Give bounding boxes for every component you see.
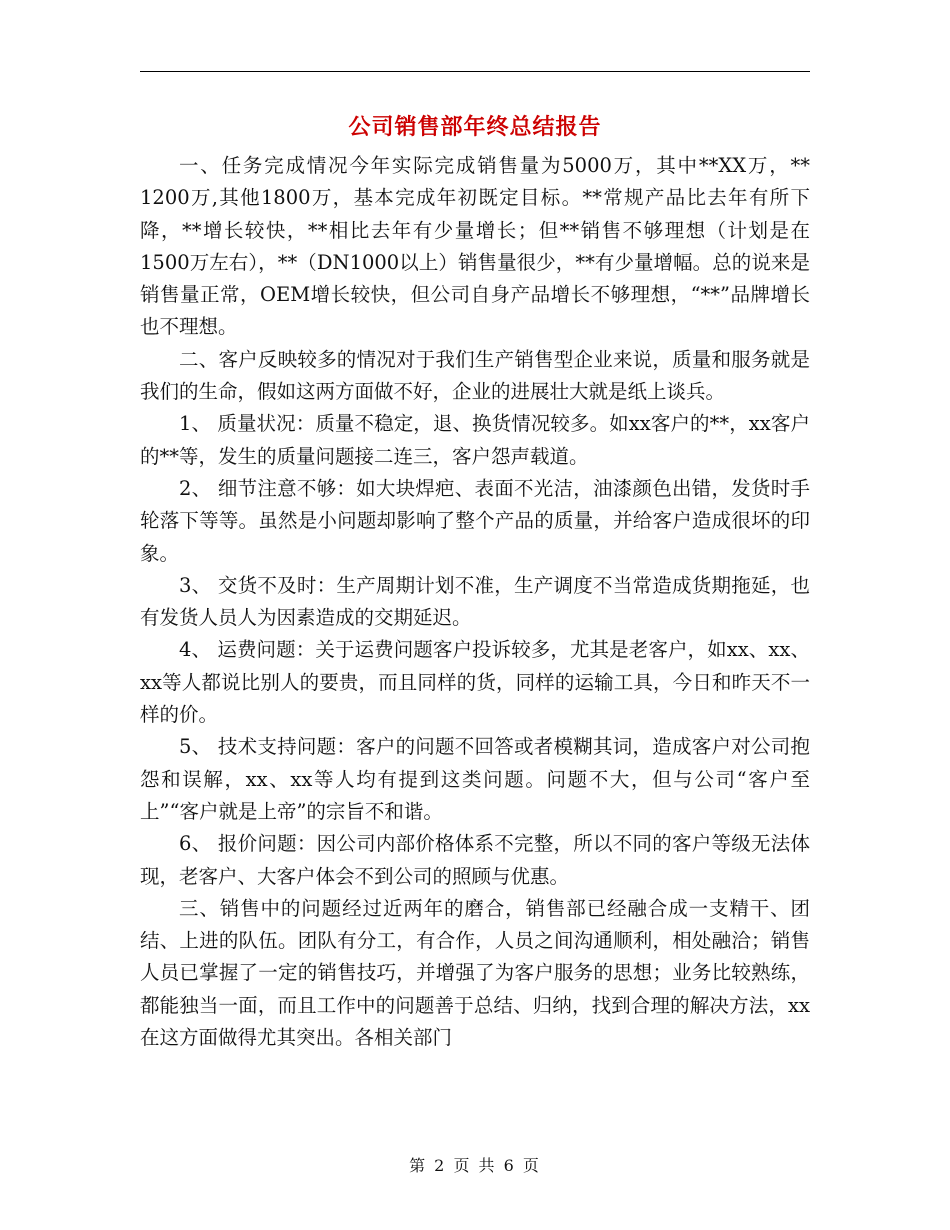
paragraph: 二、客户反映较多的情况对于我们生产销售型企业来说，质量和服务就是我们的生命，假如这两方面做不好，企业的进展壮大就是纸上谈兵。 — [140, 347, 810, 404]
paragraph: 4、 运费问题：关于运费问题客户投诉较多，尤其是老客户，如xx、xx、xx等人都说比别人的要贵，而且同样的货，同样的运输工具，今日和昨天不一样的价。 — [140, 638, 810, 727]
document-title: 公司销售部年终总结报告 — [348, 114, 602, 140]
paragraph: 3、 交货不及时：生产周期计划不准，生产调度不当常造成货期拖延，也有发货人员人为因素造成的交期延迟。 — [140, 573, 810, 630]
document-body — [140, 150, 810, 1054]
paragraph: 三、销售中的问题经过近两年的磨合，销售部已经融合成一支精干、团结、上进的队伍。团队有分工，有合作，人员之间沟通顺利，相处融洽；销售人员已掌握了一定的销售技巧，并增强了为客户服务的思想；业务比较熟练，都能独当一面，而且工作中的问题善于总结、归纳，找到合理的解决方法，xx在这方面做得尤其突出。各相关部门 — [140, 896, 810, 1050]
paragraph: 6、 报价问题：因公司内部价格体系不完整，所以不同的客户等级无法体现，老客户、大客户体会不到公司的照顾与优惠。 — [140, 832, 810, 888]
page-number-footer: 第 2 页 共 6 页 — [409, 1156, 541, 1175]
paragraph: 1、 质量状况：质量不稳定，退、换货情况较多。如xx客户的**，xx客户的**等，发生的质量问题接二连三，客户怨声载道。 — [140, 412, 810, 468]
header-rule — [140, 71, 810, 72]
paragraph: 5、 技术支持问题：客户的问题不回答或者模糊其词，造成客户对公司抱怨和误解，xx、xx等人均有提到这类问题。问题不大，但与公司“客户至上”“客户就是上帝”的宗旨不和谐。 — [140, 735, 810, 823]
paragraph: 一、任务完成情况今年实际完成销售量为5000万，其中**XX万，** 1200万,其他1800万，基本完成年初既定目标。**常规产品比去年有所下降，**增长较快，**相比去年有少量增长；但**销售不够理想（计划是在1500万左右），**（DN1000以上）销售量很少，**有少量增幅。总的说来是销售量正常，OEM增长较快，但公司自身产品增长不够理想，“**”品牌增长也不理想。 — [140, 154, 810, 339]
paragraph: 2、 细节注意不够：如大块焊疤、表面不光洁，油漆颜色出错，发货时手轮落下等等。虽然是小问题却影响了整个产品的质量，并给客户造成很坏的印象。 — [140, 476, 810, 565]
